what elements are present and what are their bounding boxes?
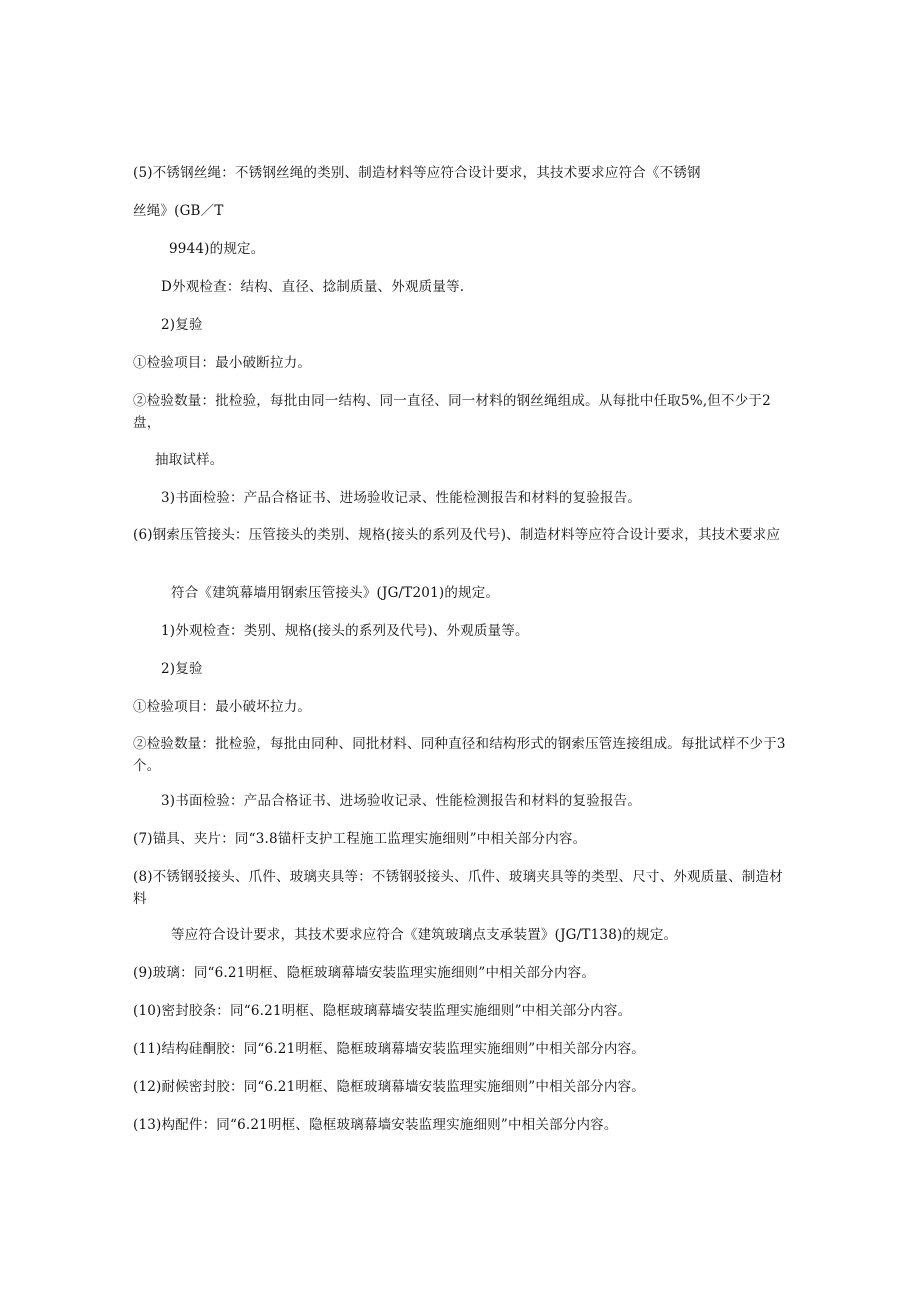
paragraph-7: (7)锚具、夹片：同“3.8锚杆支护工程施工监理实施细则”中相关部分内容。 xyxy=(133,831,587,847)
paragraph-9: (9)玻璃：同“6.21明框、隐框玻璃幕墙安装监理实施细则”中相关部分内容。 xyxy=(133,965,596,981)
appearance-check-2: 1)外观检查：类别、规格(接头的系列及代号)、外观质量等。 xyxy=(161,623,529,639)
paragraph-8: (8)不锈钢驳接头、爪件、玻璃夹具等：不锈钢驳接头、爪件、玻璃夹具等的类型、尺寸、外观质量、制造材料 xyxy=(133,869,783,907)
paragraph-6: (6)钢索压管接头：压管接头的类别、规格(接头的系列及代号)、制造材料等应符合设计要求，其技术要求应 xyxy=(133,527,781,543)
retest-heading-1: 2)复验 xyxy=(161,317,203,333)
paragraph-5-line-1: (5)不锈钢丝绳：不锈钢丝绳的类别、制造材料等应符合设计要求，其技术要求应符合《不锈钢 xyxy=(133,165,701,181)
appearance-check-1: D外观检查：结构、直径、捻制质量、外观质量等. xyxy=(161,279,465,295)
paragraph-5-line-2: 丝绳》(GB／T xyxy=(133,203,224,219)
paragraph-13: (13)构配件：同“6.21明框、隐框玻璃幕墙安装监理实施细则”中相关部分内容。 xyxy=(133,1117,618,1133)
written-check-1: 3)书面检验：产品合格证书、进场验收记录、性能检测报告和材料的复验报告。 xyxy=(161,490,642,506)
paragraph-6-standard: 符合《建筑幕墙用钢索压管接头》(JG/T201)的规定。 xyxy=(171,585,500,601)
retest-heading-2: 2)复验 xyxy=(161,661,203,677)
test-quantity-2: ②检验数量：批检验，每批由同种、同批材料、同种直径和结构形式的钢索压管连接组成。每批试样不少于3个。 xyxy=(133,736,786,774)
paragraph-5-line-3: 9944)的规定。 xyxy=(169,241,265,257)
paragraph-10: (10)密封胶条：同“6.21明框、隐框玻璃幕墙安装监理实施细则”中相关部分内容。 xyxy=(133,1003,632,1019)
written-check-2: 3)书面检验：产品合格证书、进场验收记录、性能检测报告和材料的复验报告。 xyxy=(161,793,642,809)
paragraph-12: (12)耐候密封胶：同“6.21明框、隐框玻璃幕墙安装监理实施细则”中相关部分内容。 xyxy=(133,1079,645,1095)
paragraph-11: (11)结构硅酮胶：同“6.21明框、隐框玻璃幕墙安装监理实施细则”中相关部分内容。 xyxy=(133,1041,645,1057)
sampling-note: 抽取试样。 xyxy=(155,452,224,468)
test-quantity-1: ②检验数量：批检验，每批由同一结构、同一直径、同一材料的钢丝绳组成。从每批中任取5%,但不少于2盘， xyxy=(133,393,771,431)
test-item-2: ①检验项目：最小破坏拉力。 xyxy=(133,699,312,715)
paragraph-8-standard: 等应符合设计要求，其技术要求应符合《建筑玻璃点支承装置》(JG/T138)的规定。 xyxy=(171,927,678,943)
test-item-1: ①检验项目：最小破断拉力。 xyxy=(133,355,312,371)
